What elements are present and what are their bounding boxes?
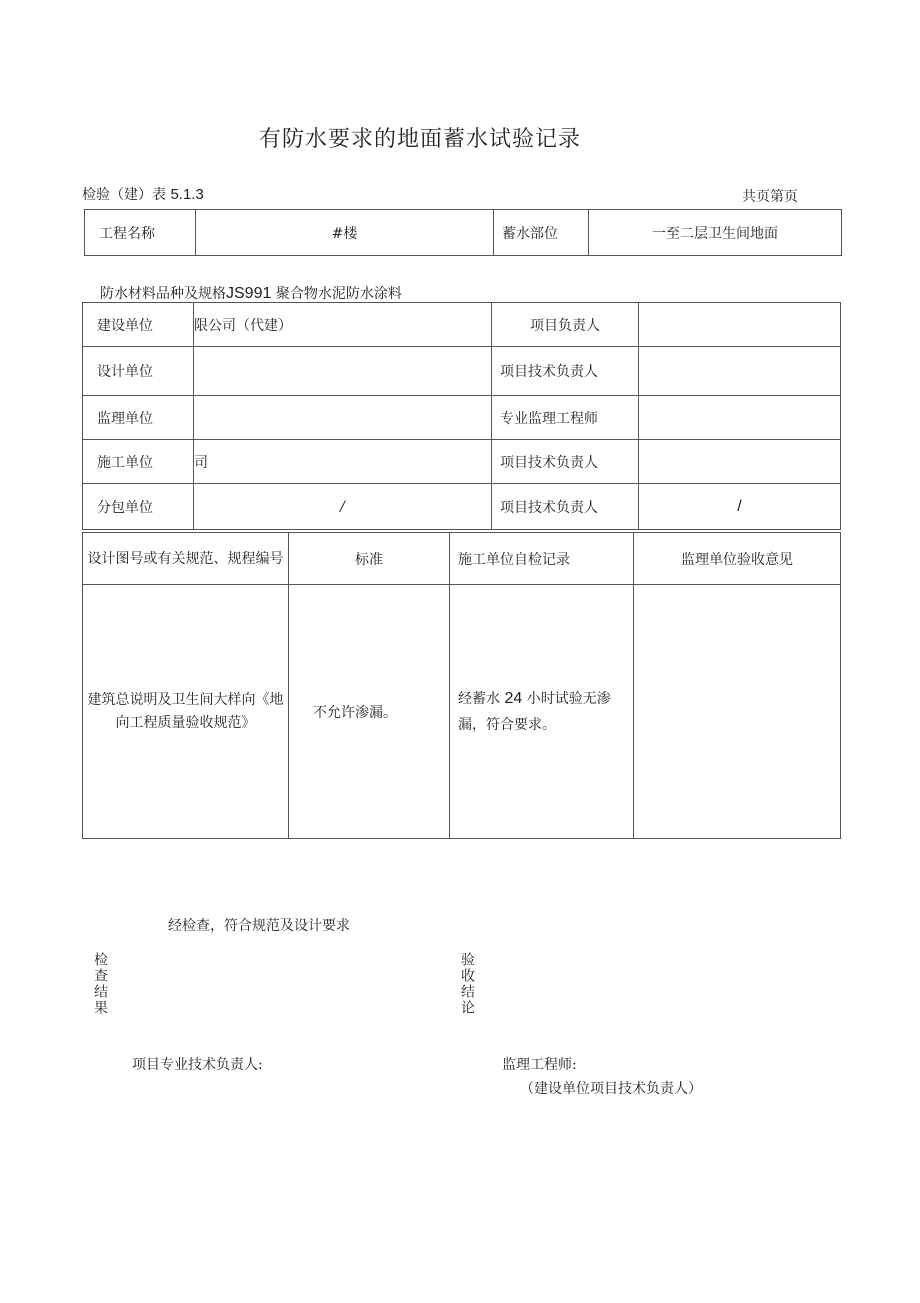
unit-value: 司 <box>194 440 492 484</box>
self-check-suffix: 小时试验无渗漏，符合要求。 <box>458 690 611 733</box>
inspection-header-row <box>83 533 841 585</box>
inspection-table <box>82 532 841 839</box>
unit-person <box>639 396 841 440</box>
unit-label: 监理单位 <box>83 396 194 440</box>
project-row <box>85 210 842 256</box>
self-check-prefix: 经蓄水 <box>458 690 500 707</box>
title-text: 有防水要求的地面蓄水试验记录 <box>258 127 581 152</box>
material-code: JS991 <box>226 285 272 302</box>
unit-person <box>639 347 841 396</box>
unit-label: 分包单位 <box>83 484 194 530</box>
form-code <box>82 184 204 204</box>
unit-role: 项目技术负责人 <box>492 484 639 530</box>
unit-person <box>639 440 841 484</box>
unit-row <box>83 484 841 530</box>
material-label: 防水材料品种及规格 <box>100 286 226 302</box>
standard-value: 不允许渗漏。 <box>289 585 450 839</box>
location-value: 一至二层卫生间地面 <box>589 210 842 256</box>
inspection-row <box>83 585 841 839</box>
units-table <box>82 302 841 530</box>
project-name-value: #楼 <box>196 210 494 256</box>
unit-row <box>83 396 841 440</box>
spec-header: 设计图号或有关规范、规程编号 <box>83 533 289 585</box>
self-check-hours: 24 <box>504 689 523 707</box>
unit-label: 建设单位 <box>83 303 194 347</box>
material-desc: 聚合物水泥防水涂料 <box>275 286 402 302</box>
unit-role: 项目负责人 <box>492 303 639 347</box>
supervision-header: 监理单位验收意见 <box>634 533 841 585</box>
unit-value: 限公司（代建） <box>194 303 492 347</box>
project-table <box>84 209 842 256</box>
form-code-prefix: 检验（建）表 <box>82 187 166 203</box>
unit-row <box>83 347 841 396</box>
material-spec <box>100 283 402 303</box>
tech-lead-signature: 项目专业技术负责人: <box>132 1057 263 1073</box>
supervision-value <box>634 585 841 839</box>
unit-person <box>639 303 841 347</box>
unit-row <box>83 440 841 484</box>
page-info: 共页第页 <box>742 189 798 205</box>
owner-lead-signature: （建设单位项目技术负责人） <box>520 1081 702 1097</box>
unit-role: 专业监理工程师 <box>492 396 639 440</box>
project-name-label: 工程名称 <box>85 210 196 256</box>
acceptance-label: 验收结论 <box>459 952 475 1016</box>
standard-header: 标准 <box>289 533 450 585</box>
unit-label: 施工单位 <box>83 440 194 484</box>
unit-value: / <box>194 484 492 530</box>
unit-row <box>83 303 841 347</box>
spec-value: 建筑总说明及卫生间大样向《地向工程质量验收规范》 <box>83 585 289 839</box>
check-result-label: 检查结果 <box>92 952 108 1016</box>
unit-label: 设计单位 <box>83 347 194 396</box>
result-statement: 经检查，符合规范及设计要求 <box>168 918 350 934</box>
unit-role: 项目技术负责人 <box>492 440 639 484</box>
supervisor-signature: 监理工程师: <box>502 1057 577 1073</box>
self-check-value <box>450 585 634 839</box>
form-code-number: 5.1.3 <box>170 186 204 203</box>
page-title <box>0 122 840 153</box>
unit-role: 项目技术负责人 <box>492 347 639 396</box>
self-check-header: 施工单位自检记录 <box>450 533 634 585</box>
unit-value <box>194 396 492 440</box>
unit-person: / <box>639 484 841 530</box>
unit-value <box>194 347 492 396</box>
location-label: 蓄水部位 <box>494 210 589 256</box>
